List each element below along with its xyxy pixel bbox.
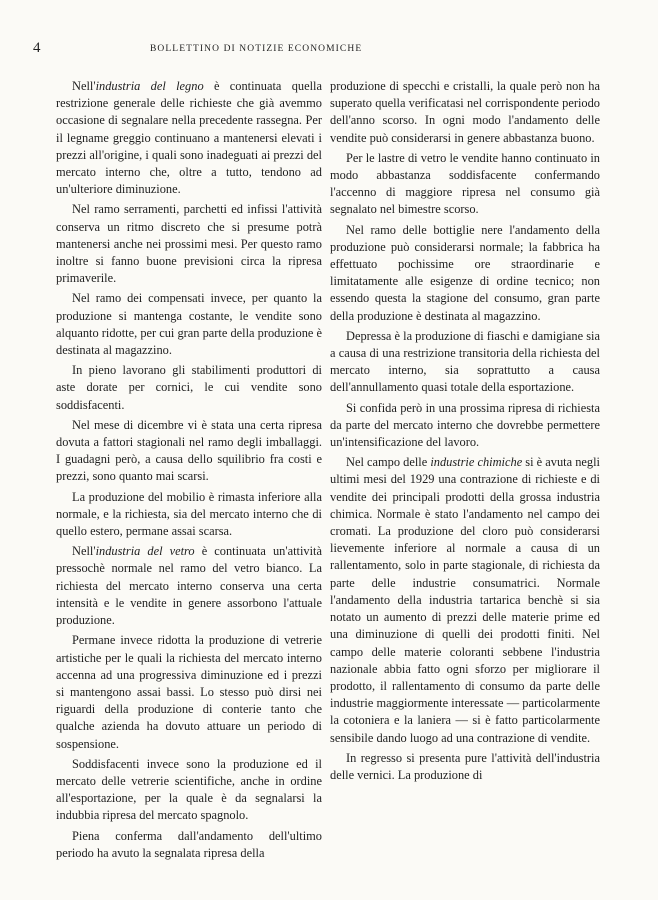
emphasized-term: industria del vetro — [95, 544, 195, 559]
paragraph: In pieno lavorano gli stabilimenti produttori di aste dorate per cornici, le cui vendite sono soddisfacenti. — [56, 363, 322, 412]
paragraph: Permane invece ridotta la produzione di vetrerie artistiche per le quali la richiesta del mercato interno accenna ad una progressiva diminuzione ed i prezzi si mantengono assai bassi. Lo stesso può dirsi nei riguardi della produzione di conterie tanto che qualche azienda ha dovuto attuare un periodo di sospensione. — [56, 633, 322, 751]
paragraph: La produzione del mobilio è rimasta inferiore alla normale, e la richiesta, sia del mercato interno che di quello estero, permane assai scarsa. — [56, 489, 322, 539]
paragraph: Nell'industria del vetro è continuata un'attività pressochè normale nel ramo del vetro bianco. La richiesta del mercato interno conserva una certa intensità e le vendite in genere assorbono l'attuale produzione. — [56, 544, 322, 628]
running-head: BOLLETTINO DI NOTIZIE ECONOMICHE — [150, 44, 363, 54]
paragraph: Depressa è la produzione di fiaschi e damigiane sia a causa di una restrizione transitoria della richiesta del mercato interno, sia soprattutto a causa dell'annullamento quasi totale della esportazione. — [330, 328, 600, 395]
paragraph: Nel mese di dicembre vi è stata una certa ripresa dovuta a fattori stagionali nel ramo degli imballaggi. I guadagni però, a causa dello squilibrio fra costi e prezzi, sono quanto mai scarsi. — [56, 417, 322, 484]
paragraph: Nel ramo dei compensati invece, per quanto la produzione si mantenga costante, le vendite sono alquanto ridotte, per cui gran parte della produzione è destinata al magazzino. — [56, 291, 322, 358]
paragraph: In regresso si presenta pure l'attività dell'industria delle vernici. La produzione di — [330, 750, 600, 782]
paragraph: produzione di specchi e cristalli, la quale però non ha superato quella verificatasi nel corrispondente periodo dell'anno scorso. In ogni modo l'andamento delle vendite può considerarsi in genere abbastanza buono. — [330, 79, 600, 145]
paragraph: Piena conferma dall'andamento dell'ultimo periodo ha avuto la segnalata ripresa della — [56, 828, 322, 860]
paragraph: Nel ramo delle bottiglie nere l'andamento della produzione può considerarsi normale; la fabbrica ha effettuato pochissime ore straordinarie e limitatamente alle esigenze di ordine tecnico; non essendo questa la stagione del consumo, gran parte della produzione è destinata al magazzino. — [330, 222, 600, 323]
paragraph: Nel campo delle industrie chimiche si è avuta negli ultimi mesi del 1929 una contrazione di richieste e di vendite dei principali prodotti della grossa industria chimica. Normale è stato l'andamento nel campo dei cromati. La produzione del cloro può considerarsi lievemente inferiore al normale a causa di un rallentamento, solo in parte stagionale, di richiesta da parte delle industrie consumatrici. Normale l'andamento della industria tartarica benchè si sia notato un aumento di prezzi delle materie prime ed una diminuzione di quelli dei prodotti finiti. Nel campo delle materie coloranti sebbene l'industria nazionale abbia fatto ogni sforzo per migliorare il prodotto, il rallentamento di consumo da parte delle industrie maggiormente interessate — particolarmente la cotoniera e la laniera — si è fatto particolarmente sensibile dando luogo ad una contrazione di vendite. — [330, 455, 600, 745]
right-column — [330, 78, 600, 787]
left-column — [56, 78, 322, 865]
paragraph: Nell'industria del legno è continuata quella restrizione generale delle richieste che già avemmo occasione di segnalare nella precedente rassegna. Per il legname greggio continuano a mantenersi elevati i prezzi all'origine, i quali sono inadeguati ai prezzi del mercato interno che, oltre a tutto, tendono ad un'ulteriore diminuzione. — [56, 79, 322, 197]
paragraph: Per le lastre di vetro le vendite hanno continuato in modo abbastanza soddisfacente confermando l'accenno di maggiore ripresa nel consumo già segnalato nel bimestre scorso. — [330, 150, 600, 217]
page-number: 4 — [33, 40, 41, 56]
emphasized-term: industria del legno — [95, 79, 204, 93]
paragraph: Nel ramo serramenti, parchetti ed infissi l'attività conserva un ritmo discreto che si presume potrà mantenersi anche nei prossimi mesi. Per questo ramo inoltre si fanno buone previsioni circa la ripresa primaverile. — [56, 202, 322, 286]
paragraph: Soddisfacenti invece sono la produzione ed il mercato delle vetrerie scientifiche, anche in ordine all'esportazione, per la quale è da segnalarsi la indubbia ripresa del mercato spagnolo. — [56, 756, 322, 823]
emphasized-term: industrie chimiche — [430, 455, 523, 470]
paragraph: Si confida però in una prossima ripresa di richiesta da parte del mercato interno che dovrebbe permettere un'intensificazione del lavoro. — [330, 400, 600, 450]
